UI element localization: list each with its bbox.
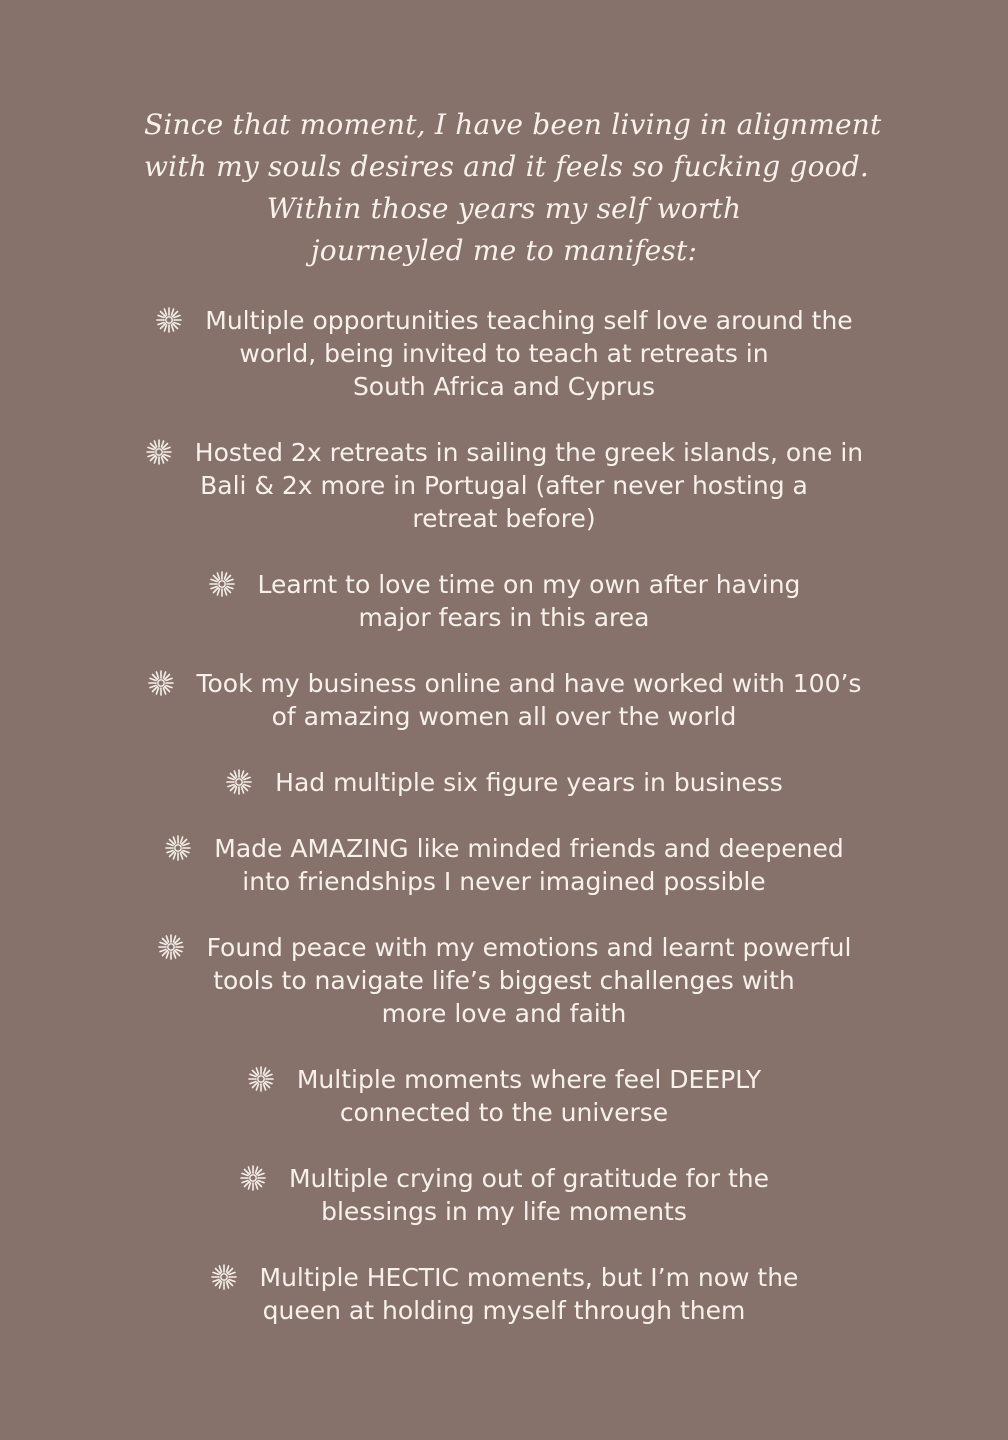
sparkle-flower-icon: [210, 1263, 238, 1291]
list-item-text: Had multiple six figure years in business: [275, 768, 783, 797]
list-item-text: South Africa and Cyprus: [352, 372, 656, 401]
list-item-text: queen at holding myself through them: [262, 1296, 746, 1325]
list-item-text: Multiple HECTIC moments, but I’m now the: [259, 1263, 799, 1292]
list-item-text: Took my business online and have worked with 100’s: [196, 669, 862, 698]
list-item-text: into friendships I never imagined possible: [242, 867, 766, 896]
list-item: [74, 304, 934, 403]
list-item: [74, 1162, 934, 1228]
list-item-text: Bali & 2x more in Portugal (after never hosting a: [200, 471, 808, 500]
list-item-line: [74, 931, 934, 964]
list-item-text: world, being invited to teach at retreats in: [239, 339, 769, 368]
list-item-text: Found peace with my emotions and learnt powerful: [206, 933, 852, 962]
intro-line: Since that moment, I have been living in alignment: [144, 108, 882, 141]
list-item-line: [74, 964, 934, 997]
manifest-list: [74, 304, 934, 1327]
list-item-line: [74, 304, 934, 337]
list-item-text: blessings in my life moments: [321, 1197, 687, 1226]
list-item-line: [74, 865, 934, 898]
sparkle-flower-icon: [247, 1065, 275, 1093]
list-item-line: [74, 601, 934, 634]
list-item: [74, 568, 934, 634]
sparkle-flower-icon: [239, 1164, 267, 1192]
list-item: [74, 766, 934, 799]
list-item-text: Multiple crying out of gratitude for the: [288, 1164, 769, 1193]
list-item-text: Hosted 2x retreats in sailing the greek islands, one in: [194, 438, 864, 467]
list-item-text: of amazing women all over the world: [271, 702, 737, 731]
list-item-text: connected to the universe: [339, 1098, 669, 1127]
sparkle-flower-icon: [155, 306, 183, 334]
list-item-line: [74, 700, 934, 733]
intro-line: Within those years my self worth: [266, 192, 742, 225]
list-item-line: [74, 766, 934, 799]
list-item-line: [74, 832, 934, 865]
list-item-line: [74, 667, 934, 700]
sparkle-flower-icon: [157, 933, 185, 961]
list-item-text: more love and faith: [381, 999, 627, 1028]
list-item-line: [74, 568, 934, 601]
sparkle-flower-icon: [164, 834, 192, 862]
list-item-text: retreat before): [412, 504, 596, 533]
sparkle-flower-icon: [225, 768, 253, 796]
list-item-line: [74, 502, 934, 535]
sparkle-flower-icon: [145, 438, 173, 466]
list-item: [74, 667, 934, 733]
list-item-line: [74, 1162, 934, 1195]
list-item-line: [74, 1063, 934, 1096]
list-item-text: Learnt to love time on my own after having: [257, 570, 801, 599]
sparkle-flower-icon: [208, 570, 236, 598]
list-item: [74, 1261, 934, 1327]
list-item-text: Made AMAZING like minded friends and deepened: [214, 834, 844, 863]
list-item-line: [74, 337, 934, 370]
list-item-line: [74, 1195, 934, 1228]
list-item: [74, 1063, 934, 1129]
list-item-line: [74, 1096, 934, 1129]
sparkle-flower-icon: [147, 669, 175, 697]
list-item-text: major fears in this area: [358, 603, 650, 632]
list-item-text: Multiple moments where feel DEEPLY: [296, 1065, 762, 1094]
list-item: [74, 436, 934, 535]
list-item: [74, 832, 934, 898]
list-item: [74, 931, 934, 1030]
list-item-line: [74, 469, 934, 502]
list-item-line: [74, 436, 934, 469]
list-item-text: tools to navigate life’s biggest challenges with: [213, 966, 795, 995]
list-item-line: [74, 1294, 934, 1327]
list-item-line: [74, 997, 934, 1030]
intro-line: journeyled me to manifest:: [310, 234, 698, 267]
list-item-line: [74, 1261, 934, 1294]
list-item-line: [74, 370, 934, 403]
intro-paragraph: [144, 104, 882, 272]
list-item-text: Multiple opportunities teaching self love around the: [205, 306, 853, 335]
intro-line: with my souls desires and it feels so fucking good.: [144, 150, 869, 183]
